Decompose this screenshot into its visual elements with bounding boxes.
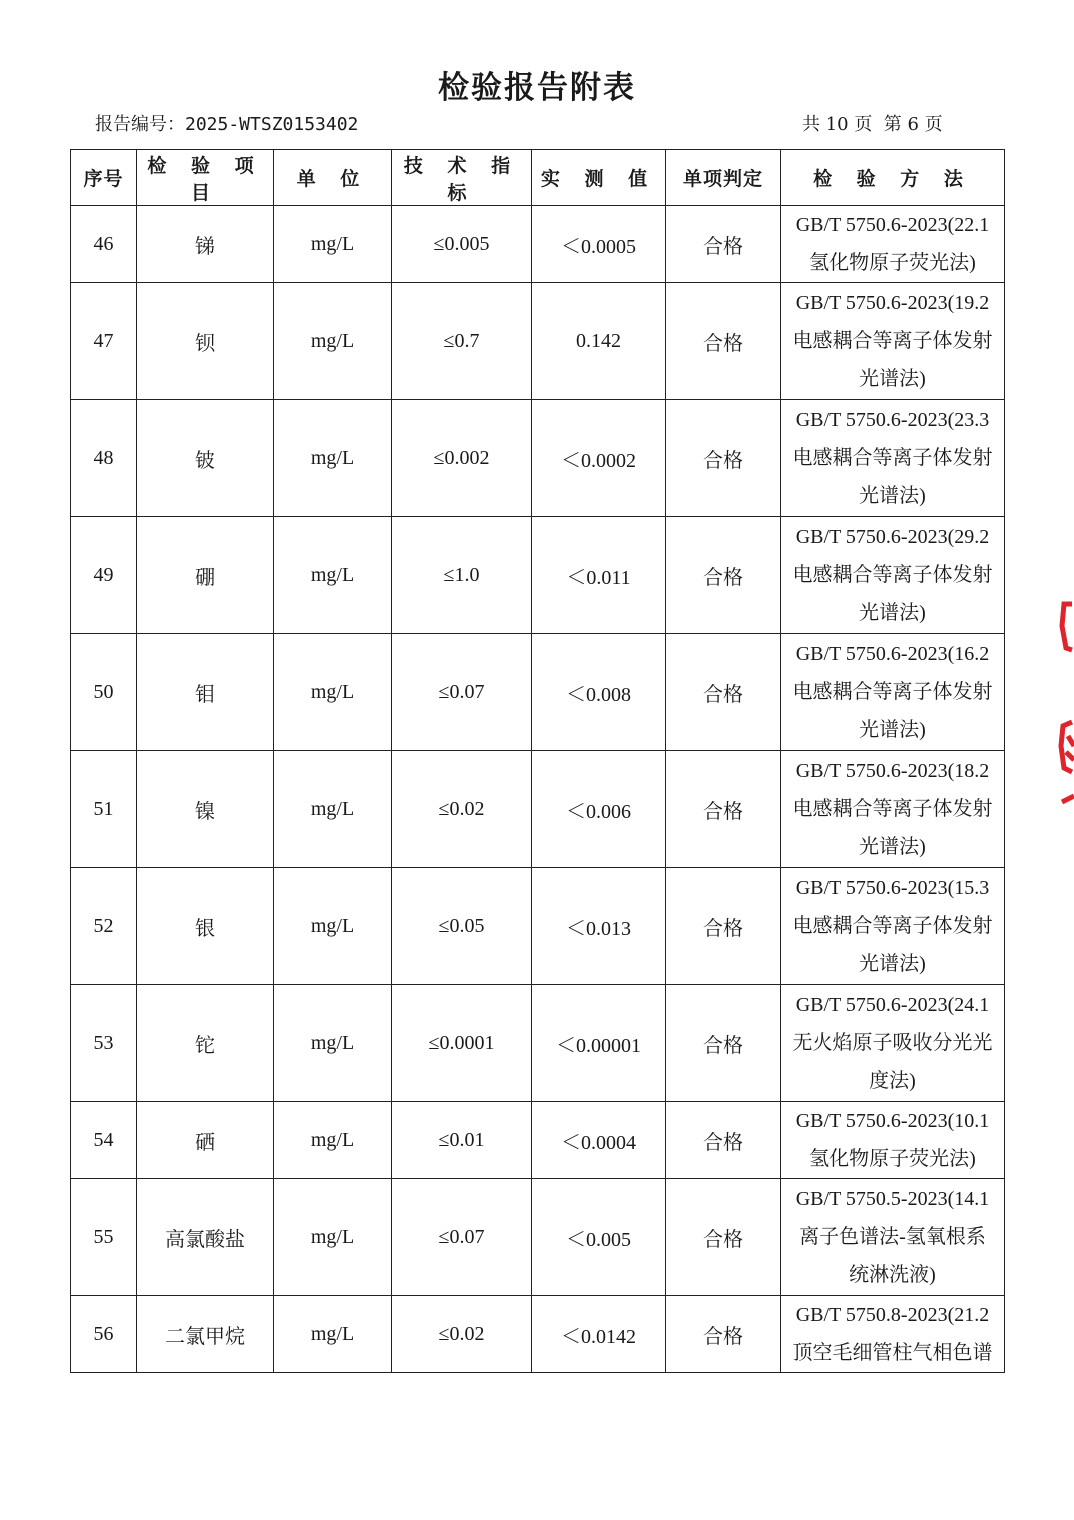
method-line: GB/T 5750.5-2023(14.1 bbox=[795, 1188, 990, 1210]
cell-method bbox=[781, 1179, 1005, 1296]
cell-method bbox=[781, 1296, 1005, 1373]
cell-result: 合格 bbox=[666, 868, 781, 985]
method-line: 光谱法) bbox=[859, 602, 926, 624]
cell-method bbox=[781, 206, 1005, 283]
cell-limit: ≤1.0 bbox=[392, 517, 532, 634]
cell-no: 55 bbox=[71, 1179, 137, 1296]
method-line: 顶空毛细管柱气相色谱 bbox=[792, 1342, 993, 1364]
header-result: 单项判定 bbox=[666, 150, 781, 206]
cell-result: 合格 bbox=[666, 206, 781, 283]
cell-unit: mg/L bbox=[274, 751, 392, 868]
header-method: 检 验 方 法 bbox=[781, 150, 1005, 206]
method-line: GB/T 5750.6-2023(19.2 bbox=[795, 292, 990, 314]
method-line: GB/T 5750.6-2023(15.3 bbox=[795, 877, 990, 899]
cell-unit: mg/L bbox=[274, 1296, 392, 1373]
cell-limit: ≤0.002 bbox=[392, 400, 532, 517]
method-line: 度法) bbox=[869, 1070, 916, 1092]
header-limit: 技 术 指 标 bbox=[392, 150, 532, 206]
cell-item: 钡 bbox=[137, 283, 274, 400]
cell-method bbox=[781, 517, 1005, 634]
cell-method bbox=[781, 1102, 1005, 1179]
cell-measured: ＜0.011 bbox=[532, 517, 666, 634]
cell-item: 硒 bbox=[137, 1102, 274, 1179]
cell-result: 合格 bbox=[666, 283, 781, 400]
cell-method bbox=[781, 868, 1005, 985]
cell-unit: mg/L bbox=[274, 1179, 392, 1296]
cell-item: 银 bbox=[137, 868, 274, 985]
page-info: 共 10 页 第 6 页 bbox=[802, 114, 943, 135]
cell-measured: ＜0.0005 bbox=[532, 206, 666, 283]
method-line: 电感耦合等离子体发射 bbox=[792, 564, 993, 586]
cell-limit: ≤0.7 bbox=[392, 283, 532, 400]
cell-item: 锑 bbox=[137, 206, 274, 283]
cell-item: 钼 bbox=[137, 634, 274, 751]
header-no: 序号 bbox=[71, 150, 137, 206]
method-line: 电感耦合等离子体发射 bbox=[792, 447, 993, 469]
method-line: GB/T 5750.6-2023(10.1 bbox=[795, 1110, 990, 1132]
method-line: GB/T 5750.6-2023(24.1 bbox=[795, 994, 990, 1016]
cell-limit: ≤0.0001 bbox=[392, 985, 532, 1102]
cell-limit: ≤0.05 bbox=[392, 868, 532, 985]
cell-result: 合格 bbox=[666, 1102, 781, 1179]
header-unit: 单 位 bbox=[274, 150, 392, 206]
cell-no: 47 bbox=[71, 283, 137, 400]
method-line: 光谱法) bbox=[859, 953, 926, 975]
table-row bbox=[71, 400, 1005, 517]
method-line: 电感耦合等离子体发射 bbox=[792, 915, 993, 937]
method-line: GB/T 5750.6-2023(22.1 bbox=[795, 214, 990, 236]
method-line: 氢化物原子荧光法) bbox=[809, 1148, 976, 1170]
cell-result: 合格 bbox=[666, 985, 781, 1102]
method-line: 电感耦合等离子体发射 bbox=[792, 681, 993, 703]
cell-item: 二氯甲烷 bbox=[137, 1296, 274, 1373]
cell-item: 铊 bbox=[137, 985, 274, 1102]
cell-method bbox=[781, 400, 1005, 517]
cell-item: 高氯酸盐 bbox=[137, 1179, 274, 1296]
inspection-table bbox=[70, 149, 1005, 1373]
cell-no: 52 bbox=[71, 868, 137, 985]
table-header-row bbox=[71, 150, 1005, 206]
method-line: 光谱法) bbox=[859, 836, 926, 858]
cell-unit: mg/L bbox=[274, 1102, 392, 1179]
cell-result: 合格 bbox=[666, 751, 781, 868]
method-line: GB/T 5750.6-2023(29.2 bbox=[795, 526, 990, 548]
cell-limit: ≤0.07 bbox=[392, 634, 532, 751]
method-line: 电感耦合等离子体发射 bbox=[792, 330, 993, 352]
cell-method bbox=[781, 985, 1005, 1102]
cell-unit: mg/L bbox=[274, 206, 392, 283]
cell-unit: mg/L bbox=[274, 400, 392, 517]
cell-no: 46 bbox=[71, 206, 137, 283]
table-row bbox=[71, 634, 1005, 751]
cell-no: 51 bbox=[71, 751, 137, 868]
cell-measured: ＜0.0004 bbox=[532, 1102, 666, 1179]
cell-limit: ≤0.02 bbox=[392, 751, 532, 868]
cell-limit: ≤0.07 bbox=[392, 1179, 532, 1296]
header-item: 检 验 项 目 bbox=[137, 150, 274, 206]
cell-result: 合格 bbox=[666, 1296, 781, 1373]
method-line: GB/T 5750.8-2023(21.2 bbox=[795, 1304, 990, 1326]
cell-unit: mg/L bbox=[274, 634, 392, 751]
cell-unit: mg/L bbox=[274, 868, 392, 985]
cell-measured: ＜0.0002 bbox=[532, 400, 666, 517]
method-line: 光谱法) bbox=[859, 719, 926, 741]
table-row bbox=[71, 985, 1005, 1102]
cell-method bbox=[781, 751, 1005, 868]
table-row bbox=[71, 283, 1005, 400]
cell-item: 铍 bbox=[137, 400, 274, 517]
method-line: 光谱法) bbox=[859, 368, 926, 390]
table-row bbox=[71, 1296, 1005, 1373]
table-row bbox=[71, 751, 1005, 868]
report-number: 报告编号：2025-WTSZ0153402 bbox=[95, 114, 359, 135]
cell-limit: ≤0.02 bbox=[392, 1296, 532, 1373]
red-seal-stamp bbox=[1058, 596, 1074, 816]
table-row bbox=[71, 206, 1005, 283]
cell-measured: ＜0.0142 bbox=[532, 1296, 666, 1373]
method-line: 光谱法) bbox=[859, 485, 926, 507]
cell-no: 49 bbox=[71, 517, 137, 634]
cell-result: 合格 bbox=[666, 634, 781, 751]
cell-limit: ≤0.01 bbox=[392, 1102, 532, 1179]
cell-unit: mg/L bbox=[274, 985, 392, 1102]
method-line: 氢化物原子荧光法) bbox=[809, 252, 976, 274]
cell-method bbox=[781, 634, 1005, 751]
table-row bbox=[71, 868, 1005, 985]
page-title: 检验报告附表 bbox=[438, 70, 636, 106]
cell-item: 硼 bbox=[137, 517, 274, 634]
cell-result: 合格 bbox=[666, 1179, 781, 1296]
table-row bbox=[71, 517, 1005, 634]
table-row bbox=[71, 1179, 1005, 1296]
method-line: 统淋洗液) bbox=[849, 1264, 936, 1286]
header-measured: 实 测 值 bbox=[532, 150, 666, 206]
cell-no: 56 bbox=[71, 1296, 137, 1373]
cell-measured: ＜0.005 bbox=[532, 1179, 666, 1296]
cell-no: 54 bbox=[71, 1102, 137, 1179]
cell-measured: 0.142 bbox=[532, 283, 666, 400]
cell-limit: ≤0.005 bbox=[392, 206, 532, 283]
cell-no: 50 bbox=[71, 634, 137, 751]
cell-measured: ＜0.013 bbox=[532, 868, 666, 985]
cell-result: 合格 bbox=[666, 517, 781, 634]
cell-measured: ＜0.006 bbox=[532, 751, 666, 868]
cell-measured: ＜0.00001 bbox=[532, 985, 666, 1102]
cell-result: 合格 bbox=[666, 400, 781, 517]
table-row bbox=[71, 1102, 1005, 1179]
method-line: GB/T 5750.6-2023(23.3 bbox=[795, 409, 990, 431]
cell-measured: ＜0.008 bbox=[532, 634, 666, 751]
cell-no: 48 bbox=[71, 400, 137, 517]
cell-unit: mg/L bbox=[274, 517, 392, 634]
cell-method bbox=[781, 283, 1005, 400]
method-line: 离子色谱法-氢氧根系 bbox=[799, 1226, 986, 1248]
method-line: 无火焰原子吸收分光光 bbox=[792, 1032, 993, 1054]
cell-no: 53 bbox=[71, 985, 137, 1102]
cell-item: 镍 bbox=[137, 751, 274, 868]
method-line: GB/T 5750.6-2023(18.2 bbox=[795, 760, 990, 782]
method-line: 电感耦合等离子体发射 bbox=[792, 798, 993, 820]
cell-unit: mg/L bbox=[274, 283, 392, 400]
method-line: GB/T 5750.6-2023(16.2 bbox=[795, 643, 990, 665]
